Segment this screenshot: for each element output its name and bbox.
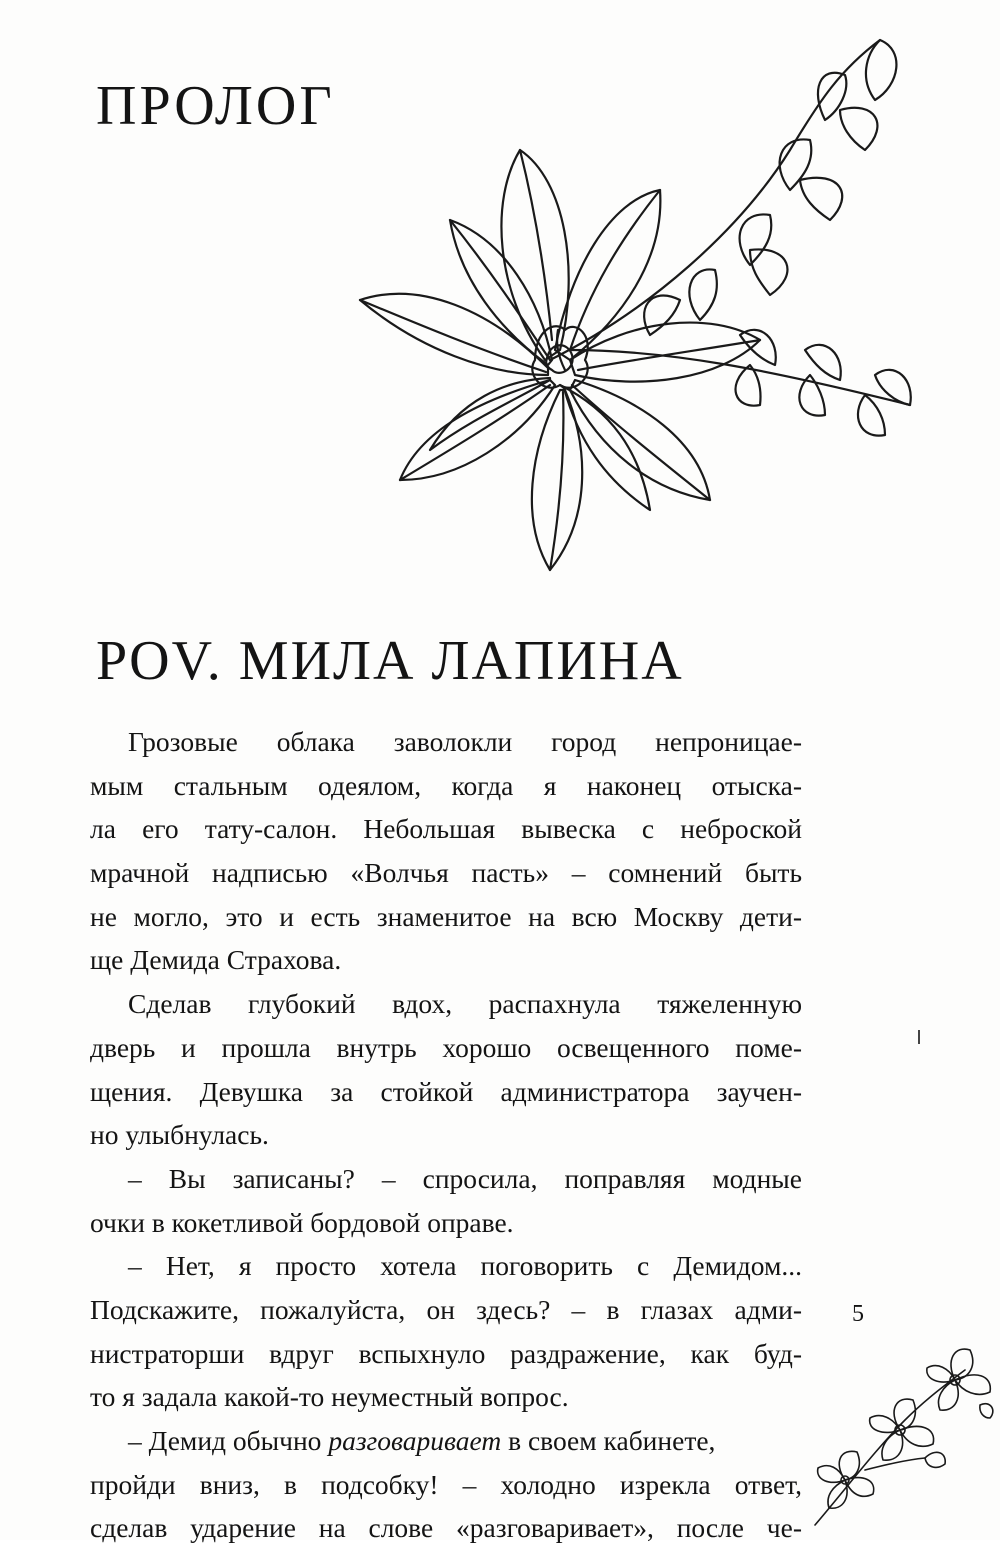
text-line: то я задала какой-то неуместный вопрос. [90, 1381, 569, 1413]
text-line: щения. Девушка за стойкой администратора заучен- [90, 1075, 802, 1107]
small-flowers-illustration [805, 1340, 1000, 1540]
text-line: очки в кокетливой бордовой оправе. [90, 1206, 514, 1238]
text-fragment: – Демид обычно [128, 1425, 329, 1456]
text-line: мрачной надписью «Волчья пасть» – сомнений быть [90, 857, 802, 889]
branch-leaf [644, 295, 680, 335]
chapter-title: ПРОЛОГ [96, 75, 335, 137]
petal [550, 392, 563, 570]
bud [925, 1452, 945, 1467]
text-line: пройди вниз, в подсобку! – холодно изрекла ответ, [90, 1468, 802, 1500]
text-line: дверь и прошла внутрь хорошо освещенного поме- [90, 1031, 802, 1063]
text-line: не могло, это и есть знаменитое на всю Москву дети- [90, 900, 802, 932]
bud [980, 1404, 993, 1418]
petal [555, 190, 660, 360]
text-line: мым стальным одеялом, когда я наконец отыска- [90, 769, 802, 801]
branch-leaf [858, 395, 885, 436]
stem [815, 1370, 965, 1525]
text-line: – Вы записаны? – спросила, поправляя модные [128, 1162, 802, 1194]
branch-leaf [740, 214, 772, 265]
text-line: ла его тату-салон. Небольшая вывеска с неброской [90, 813, 802, 845]
petal [400, 385, 550, 480]
petal [450, 220, 550, 360]
branch-leaf [750, 249, 787, 295]
text-fragment: в своем кабинете, [501, 1425, 716, 1456]
text-line: – Нет, я просто хотела поговорить с Демидом... [128, 1250, 802, 1282]
branch-leaf [818, 73, 846, 120]
branch-leaf [780, 139, 812, 190]
text-word [128, 1419, 715, 1463]
branch-leaf [800, 178, 842, 220]
branch-leaf [740, 330, 776, 365]
branch-stem [550, 40, 880, 360]
text-line: сделав ударение на слове «разговаривает», после че- [90, 1512, 802, 1544]
magnolia-flower-illustration [320, 30, 920, 590]
section-title: POV. МИЛА ЛАПИНА [96, 630, 684, 692]
petal [572, 385, 710, 500]
text-line: нистраторши вдруг вспыхнуло раздражение, как буд- [90, 1337, 802, 1369]
text-line: Сделав глубокий вдох, распахнула тяжеленную [128, 988, 802, 1020]
margin-mark [918, 1030, 920, 1044]
petal [560, 385, 650, 510]
emphasized-word: разговаривает [328, 1425, 502, 1456]
branch-leaf [689, 269, 717, 320]
text-line: Подскажите, пожалуйста, он здесь? – в глазах адми- [90, 1293, 802, 1325]
text-line: ще Демида Страхова. [90, 944, 342, 976]
stem [865, 1458, 925, 1470]
petal [570, 323, 760, 382]
branch-leaf [866, 40, 896, 100]
branch-leaf [840, 108, 877, 150]
page-number: 5 [852, 1301, 864, 1327]
text-line-mixed [90, 1419, 802, 1463]
body-text [90, 720, 802, 1550]
text-line: Грозовые облака заволокли город непроницае- [128, 726, 802, 757]
text-line: но улыбнулась. [90, 1119, 269, 1151]
